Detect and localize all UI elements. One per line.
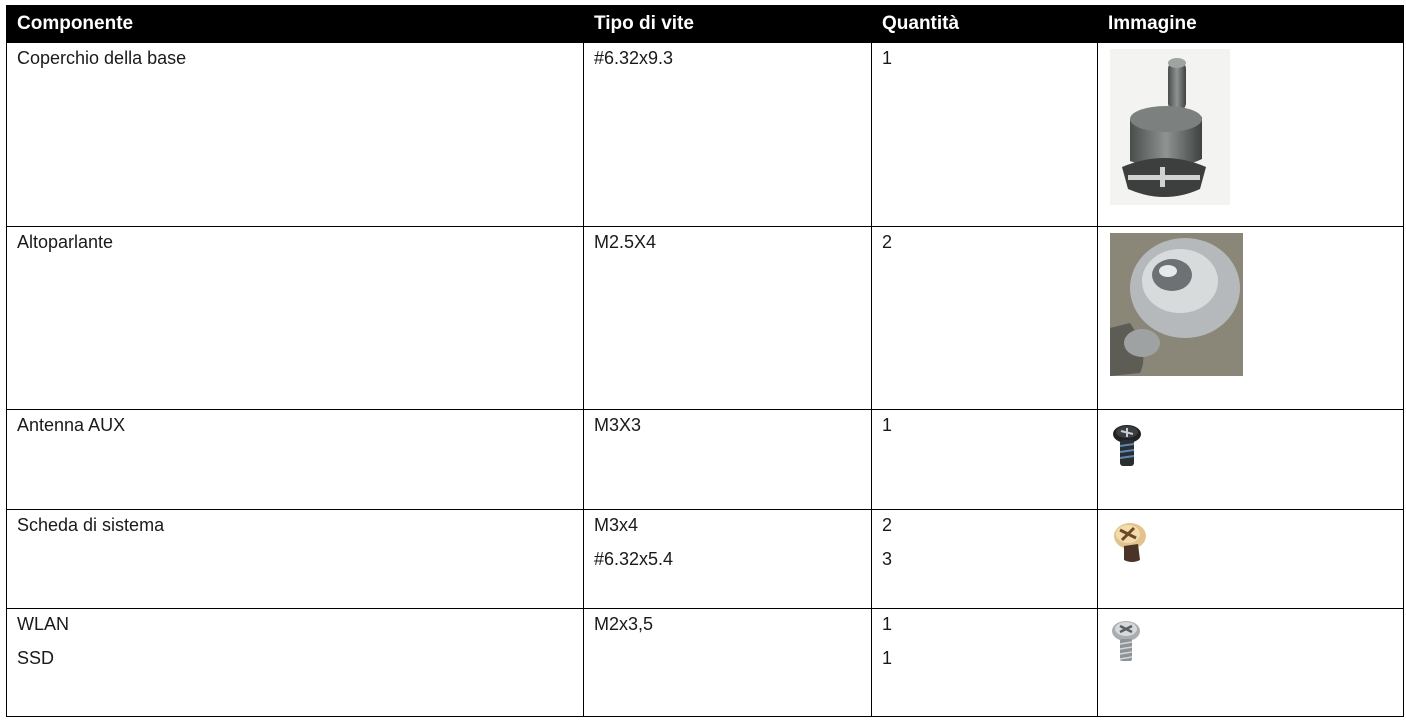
table-row bbox=[7, 226, 1404, 410]
quantity-value: 3 bbox=[882, 548, 893, 569]
quantity-cell bbox=[872, 410, 1098, 509]
component-cell bbox=[7, 226, 584, 410]
screw-type-cell bbox=[584, 43, 872, 227]
screw-type-cell bbox=[584, 226, 872, 410]
quantity-value: 1 bbox=[882, 647, 893, 668]
image-cell bbox=[1098, 509, 1404, 608]
screw-list-table bbox=[6, 5, 1404, 717]
brass-screw-icon bbox=[1110, 520, 1150, 564]
screw-type-value: M2.5X4 bbox=[594, 231, 657, 252]
component-label: SSD bbox=[17, 647, 55, 668]
header-screw-type: Tipo di vite bbox=[584, 6, 872, 43]
image-cell bbox=[1098, 410, 1404, 509]
screw-type-value: #6.32x9.3 bbox=[594, 48, 674, 68]
screw-type-value: #6.32x5.4 bbox=[594, 548, 674, 569]
screw-type-value: M2x3,5 bbox=[594, 613, 654, 634]
table-row bbox=[7, 410, 1404, 509]
quantity-value: 2 bbox=[882, 231, 893, 252]
screw-type-value: M3X3 bbox=[594, 415, 642, 436]
thumbscrew-icon bbox=[1110, 49, 1230, 205]
header-quantity: Quantità bbox=[872, 6, 1098, 43]
component-label: Altoparlante bbox=[17, 231, 114, 252]
screw-type-cell bbox=[584, 608, 872, 716]
silver-screw-icon bbox=[1110, 619, 1142, 665]
quantity-value: 1 bbox=[882, 613, 893, 634]
screw-type-cell bbox=[584, 509, 872, 608]
component-cell bbox=[7, 410, 584, 509]
component-label: Coperchio della base bbox=[17, 48, 187, 68]
image-cell bbox=[1098, 226, 1404, 410]
table-header-row bbox=[7, 6, 1404, 43]
table-row bbox=[7, 509, 1404, 608]
table-row bbox=[7, 608, 1404, 716]
component-cell bbox=[7, 608, 584, 716]
screw-type-value: M3x4 bbox=[594, 514, 639, 535]
component-label: WLAN bbox=[17, 613, 70, 634]
quantity-cell bbox=[872, 608, 1098, 716]
quantity-cell bbox=[872, 226, 1098, 410]
header-component: Componente bbox=[7, 6, 584, 43]
component-cell bbox=[7, 509, 584, 608]
component-label: Antenna AUX bbox=[17, 415, 126, 436]
image-cell bbox=[1098, 43, 1404, 227]
component-cell bbox=[7, 43, 584, 227]
quantity-cell bbox=[872, 43, 1098, 227]
component-label: Scheda di sistema bbox=[17, 514, 165, 535]
table-row bbox=[7, 43, 1404, 227]
black-screw-icon bbox=[1112, 422, 1142, 470]
screw-type-cell bbox=[584, 410, 872, 509]
header-image: Immagine bbox=[1098, 6, 1404, 43]
quantity-value: 1 bbox=[882, 48, 893, 68]
quantity-cell bbox=[872, 509, 1098, 608]
washer-screw-photo-icon bbox=[1110, 233, 1243, 376]
quantity-value: 2 bbox=[882, 514, 893, 535]
quantity-value: 1 bbox=[882, 415, 893, 436]
image-cell bbox=[1098, 608, 1404, 716]
